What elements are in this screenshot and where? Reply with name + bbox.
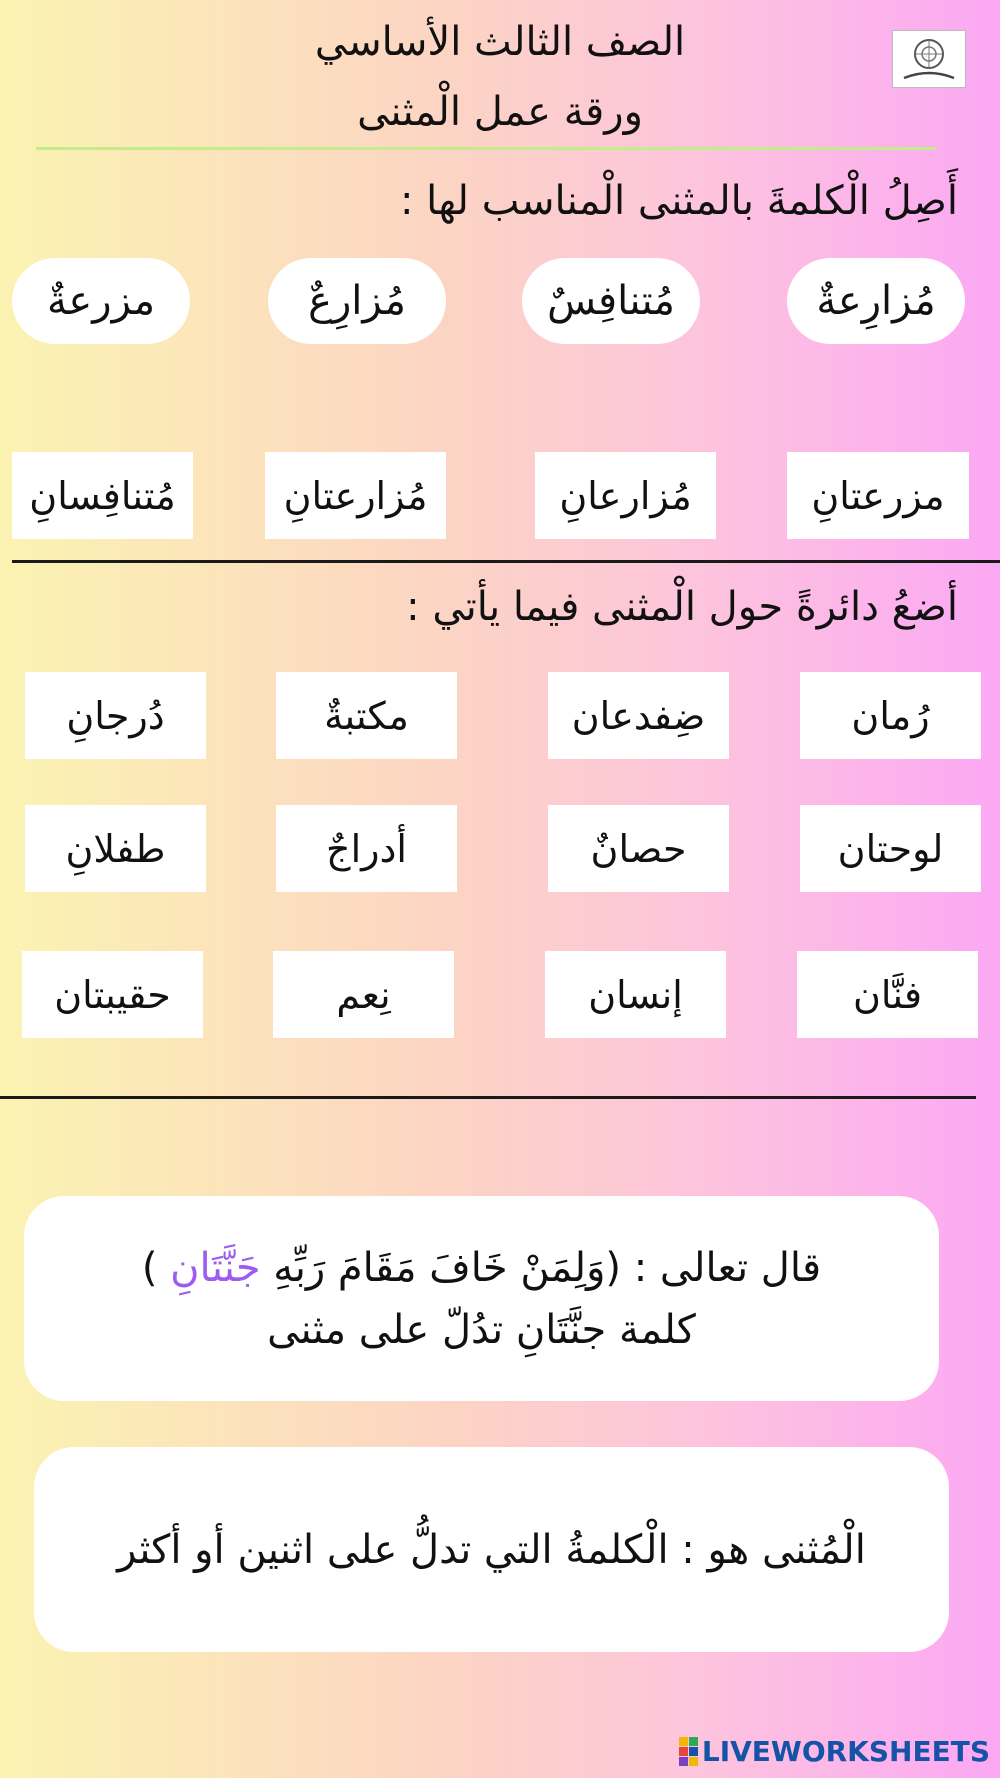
word-option-r1-3[interactable]: مكتبةٌ: [276, 672, 457, 759]
dual-word-2[interactable]: مُزارعانِ: [535, 452, 716, 539]
liveworksheets-brand: [679, 1735, 990, 1768]
school-logo: [892, 30, 966, 88]
matching-instruction: أَصِلُ الْكلمةَ بالمثنى الْمناسب لها :: [399, 178, 958, 224]
liveworksheets-logo-icon: [679, 1737, 698, 1766]
verse-highlight-word: جَنَّتَانِ: [170, 1244, 261, 1291]
worksheet-subject-title: ورقة عمل الْمثنى: [357, 89, 643, 135]
word-option-r2-2[interactable]: حصانٌ: [548, 805, 729, 892]
brand-name: LIVEWORKSHEETS: [701, 1735, 990, 1768]
word-option-r1-4[interactable]: دُرجانِ: [25, 672, 206, 759]
header-divider: [36, 147, 936, 150]
verse-line: [142, 1237, 821, 1299]
dual-word-4[interactable]: مُتنافِسانِ: [12, 452, 193, 539]
dual-word-1[interactable]: مزرعتانِ: [787, 452, 969, 539]
verse-explanation: كلمة جنَّتَانِ تدُلّ على مثنى: [267, 1306, 696, 1353]
word-option-r3-2[interactable]: إنسان: [545, 951, 726, 1038]
singular-word-2[interactable]: مُتنافِسٌ: [522, 258, 700, 344]
singular-word-1[interactable]: مُزارِعةٌ: [787, 258, 965, 344]
word-option-r2-3[interactable]: أدراجٌ: [276, 805, 457, 892]
word-option-r3-4[interactable]: حقيبتان: [22, 951, 203, 1038]
section-divider-1: [12, 560, 1000, 563]
section-divider-2: [0, 1096, 976, 1099]
dual-word-3[interactable]: مُزارعتانِ: [265, 452, 446, 539]
circle-instruction: أضعُ دائرةً حول الْمثنى فيما يأتي :: [406, 584, 958, 630]
dual-definition-text: الْمُثنى هو : الْكلمةُ التي تدلُّ على اثنين أو أكثر: [117, 1526, 866, 1573]
word-option-r3-1[interactable]: فنَّان: [797, 951, 978, 1038]
definition-card: [34, 1447, 949, 1652]
word-option-r2-1[interactable]: لوحتان: [800, 805, 981, 892]
word-option-r1-2[interactable]: ضِفدعان: [548, 672, 729, 759]
word-option-r2-4[interactable]: طفلانِ: [25, 805, 206, 892]
singular-word-4[interactable]: مزرعةٌ: [12, 258, 190, 344]
school-emblem-icon: [896, 34, 962, 84]
word-option-r3-3[interactable]: نِعم: [273, 951, 454, 1038]
worksheet-grade-title: الصف الثالث الأساسي: [314, 19, 686, 65]
verse-suffix: ): [141, 1244, 171, 1291]
word-option-r1-1[interactable]: رُمان: [800, 672, 981, 759]
verse-card: [24, 1196, 939, 1401]
verse-prefix: قال تعالى : (وَلِمَنْ خَافَ مَقَامَ رَبِّهِ: [260, 1244, 822, 1291]
singular-word-3[interactable]: مُزارِعٌ: [268, 258, 446, 344]
